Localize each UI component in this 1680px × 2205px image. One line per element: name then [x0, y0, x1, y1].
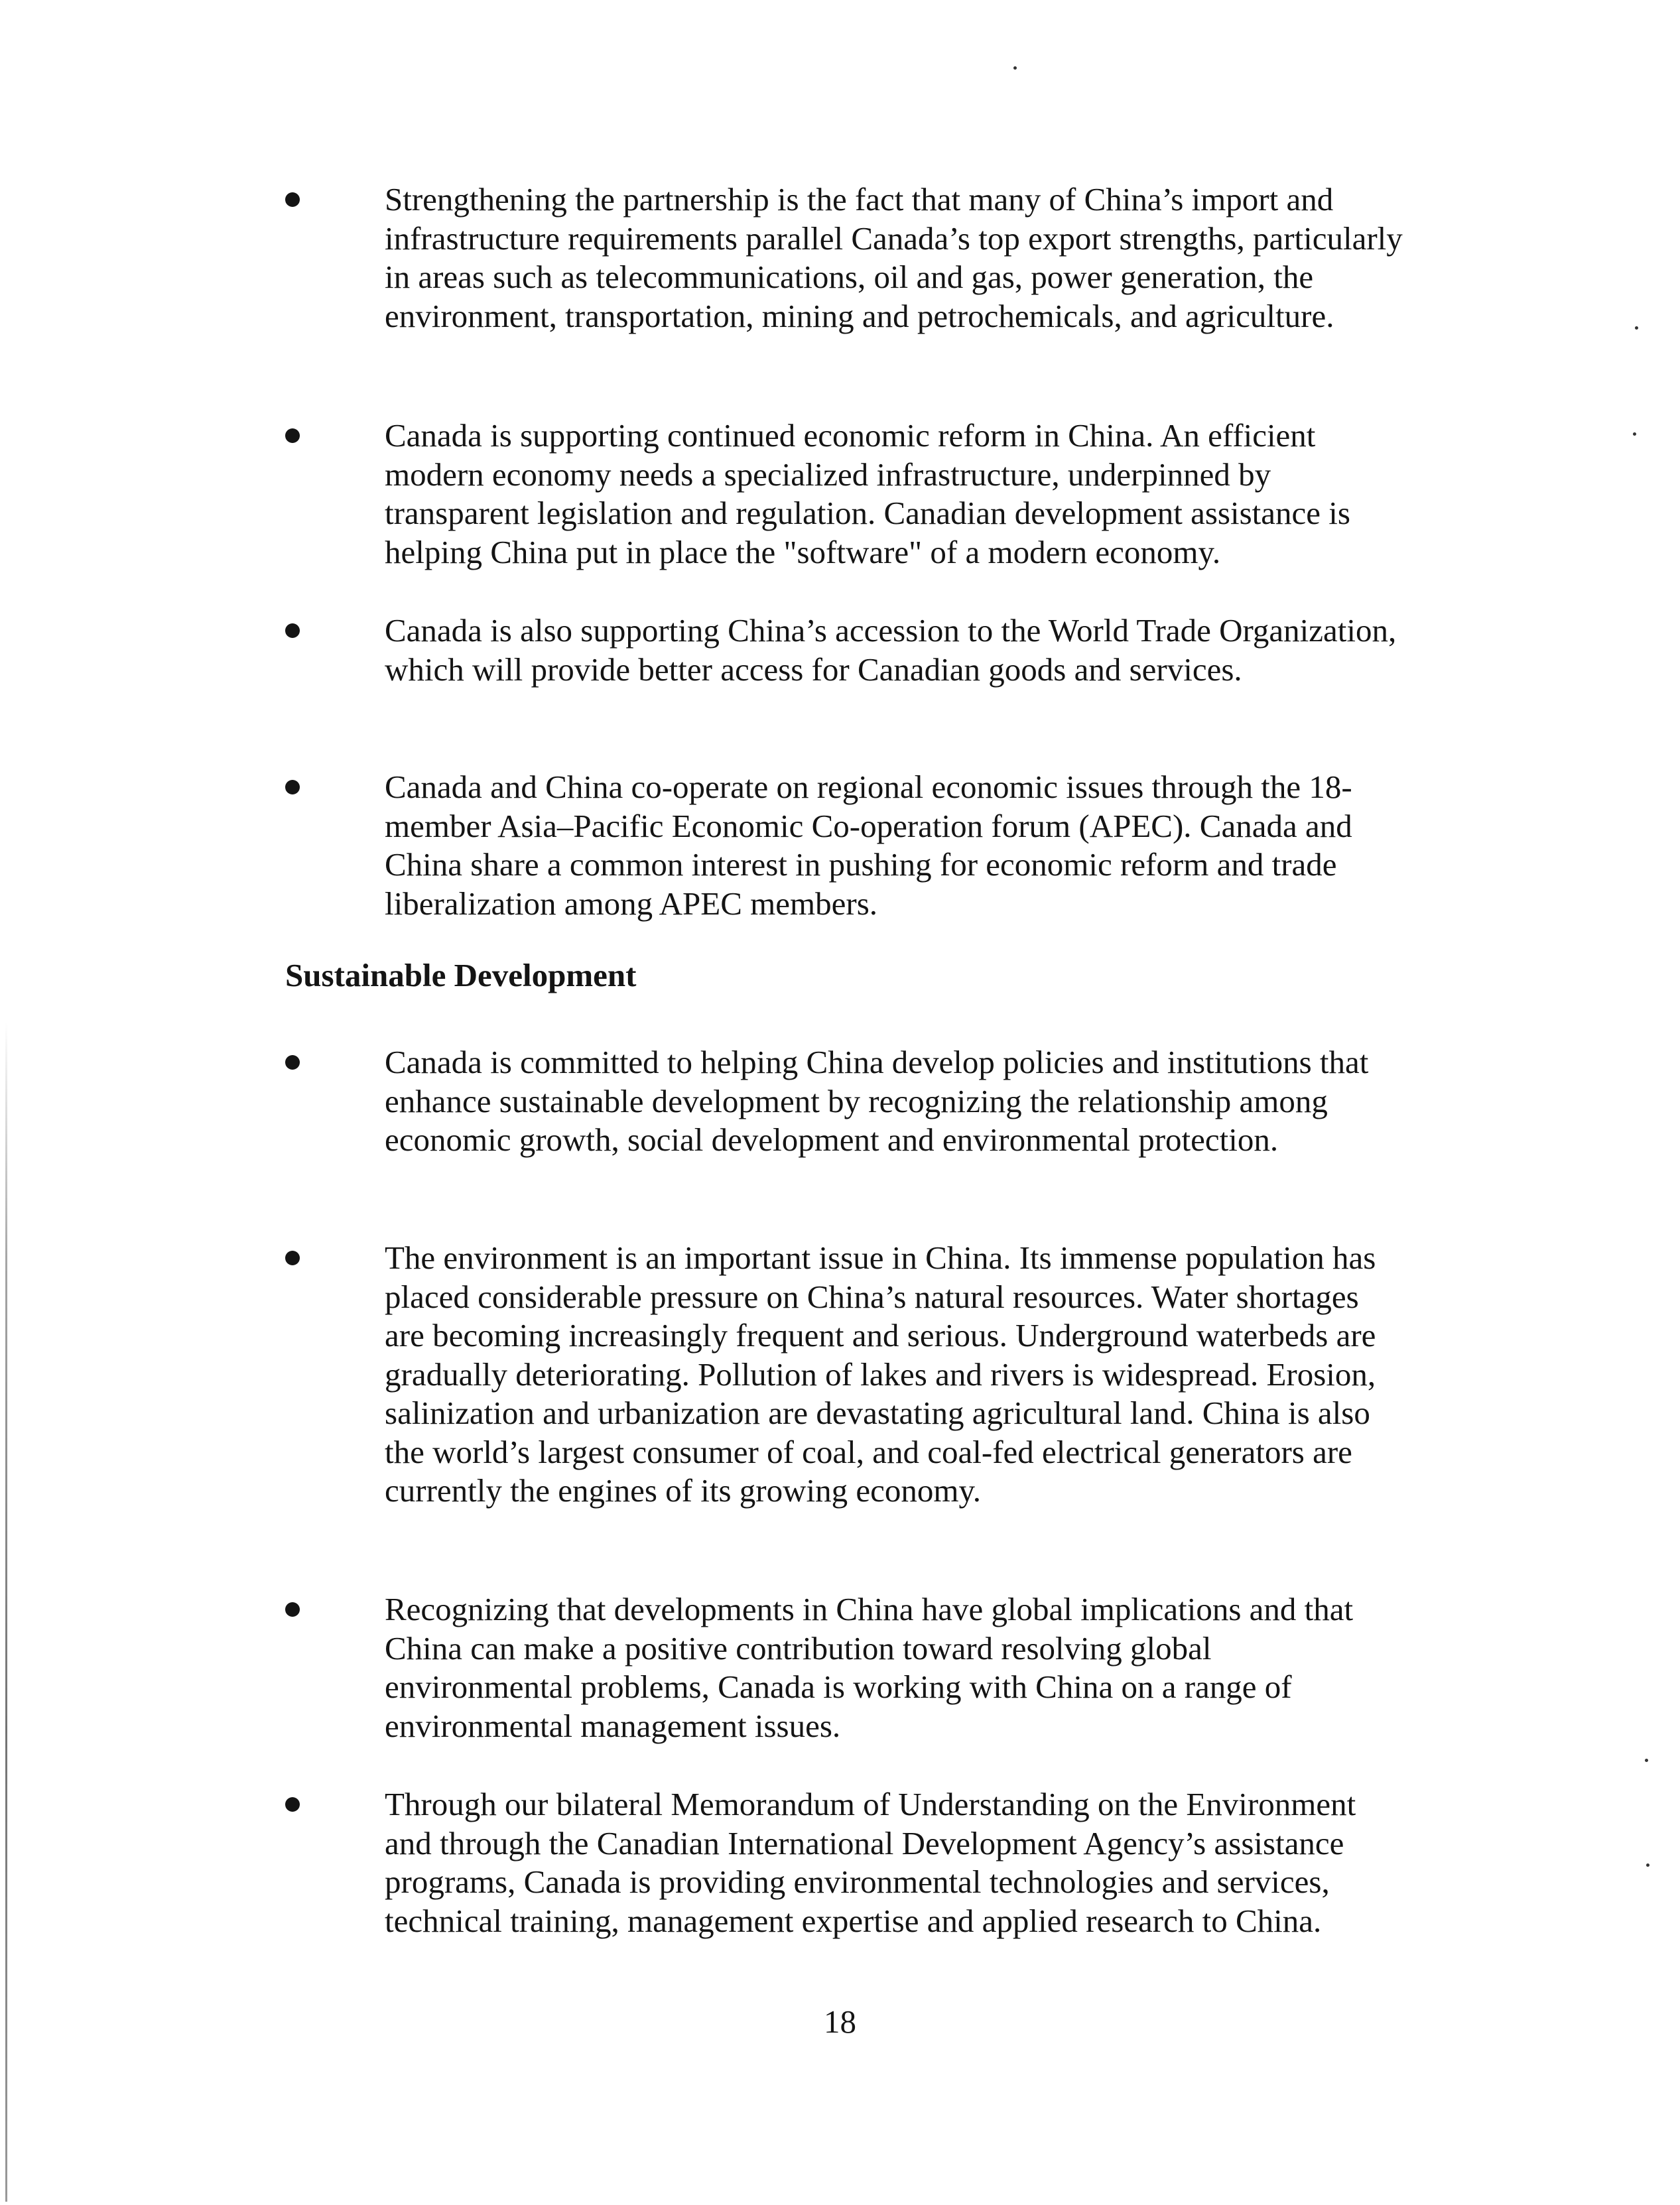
- bullet-text: Canada is also supporting China’s accession to the World Trade Organization, which will provide better access for Canadian goods and services.: [385, 612, 1397, 688]
- bullet-text: The environment is an important issue in China. Its immense population has placed considerable pressure on China’s natural resources. Water shortages are becoming increasingly frequent and serious. Underground waterbeds are gradually deteriorating. Pollution of lakes and rivers is widespread. Erosion, salinization and urbanization are devastating agricultural land. China is also the world’s largest consumer of coal, and coal-fed electrical generators are currently the engines of its growing economy.: [385, 1239, 1376, 1509]
- scan-speck: [1633, 432, 1636, 436]
- scan-margin-line: [5, 1021, 7, 2202]
- bullet-text: Canada and China co-operate on regional economic issues through the 18-member Asia–Pacific Economic Co-operation forum (APEC). Canada and China share a common interest in pushing for economic reform and trade liberalization among APEC members.: [385, 769, 1352, 922]
- bullet-dot-icon: [285, 623, 300, 638]
- bullet-text: Canada is supporting continued economic reform in China. An efficient modern economy needs a specialized infrastructure, underpinned by transparent legislation and regulation. Canadian development assistance is helping China put in place the "software" of a modern economy.: [385, 417, 1350, 570]
- bullet-dot-icon: [285, 1055, 300, 1070]
- section-heading: Sustainable Development: [285, 957, 637, 993]
- bullet-dot-icon: [285, 780, 300, 794]
- bullet-text: Strengthening the partnership is the fact that many of China’s import and infrastructure requirements parallel Canada’s top export strengths, particularly in areas such as telecommunications, oil and gas, power generation, the environment, transportation, mining and petrochemicals, and agriculture.: [385, 181, 1403, 334]
- bullet-text: Canada is committed to helping China develop policies and institutions that enhance sustainable development by recognizing the relationship among economic growth, social development and environmental protection.: [385, 1044, 1369, 1158]
- bullet-dot-icon: [285, 192, 300, 207]
- bullet-text: Through our bilateral Memorandum of Understanding on the Environment and through the Canadian International Development Agency’s assistance programs, Canada is providing environmental technologies and services, technical training, management expertise and applied research to China.: [385, 1786, 1356, 1939]
- bullet-dot-icon: [285, 428, 300, 443]
- scan-speck: [1635, 326, 1638, 330]
- scan-speck: [1013, 66, 1017, 70]
- scan-speck: [1646, 1863, 1649, 1867]
- bullet-dot-icon: [285, 1602, 300, 1617]
- bullet-text: Recognizing that developments in China have global implications and that China can make a positive contribution toward resolving global environmental problems, Canada is working with China on a range of environmental management issues.: [385, 1591, 1354, 1744]
- scan-speck: [1645, 1759, 1648, 1762]
- page-number: 18: [824, 2003, 856, 2040]
- bullet-dot-icon: [285, 1251, 300, 1265]
- bullet-dot-icon: [285, 1797, 300, 1812]
